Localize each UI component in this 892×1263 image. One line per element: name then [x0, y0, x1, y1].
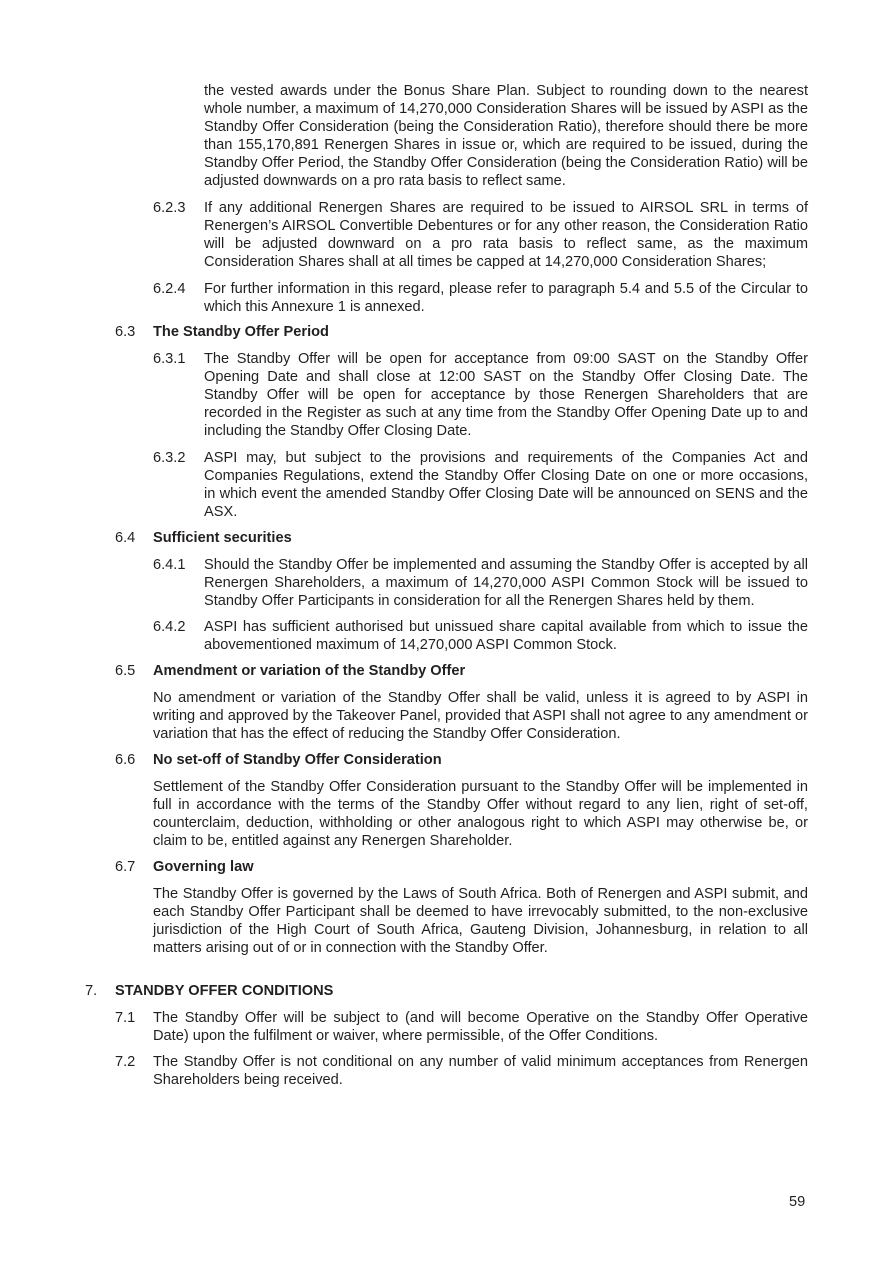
paragraph-6-2-4: For further information in this regard, please refer to paragraph 5.4 and 5.5 of the Circular to which this Annexure 1 is annexed. [204, 281, 808, 315]
paragraph-6-3-1: The Standby Offer will be open for acceptance from 09:00 SAST on the Standby Offer Opening Date and shall close at 12:00 SAST on the Standby Offer Closing Date. The Standby Offer will be open for acceptance by those Renergen Shareholders that are recorded in the Register as such at any time from the Standby Offer Opening Date up to and including the Standby Offer Closing Date. [204, 351, 808, 439]
section-heading-6-7: Governing law [153, 859, 254, 875]
paragraph-6-2-3: If any additional Renergen Shares are required to be issued to AIRSOL SRL in terms of Renergen’s AIRSOL Convertible Debentures or for any other reason, the Consideration Ratio will be adjusted downward on a pro rata basis to reflect same, as the maximum Consideration Shares shall at all times be capped at 14,270,000 Consideration Shares; [204, 200, 808, 270]
paragraph-6-3-2: ASPI may, but subject to the provisions and requirements of the Companies Act and Companies Regulations, extend the Standby Offer Closing Date on one or more occasions, in which event the amended Standby Offer Closing Date will be announced on SENS and the ASX. [204, 450, 808, 520]
paragraph-7-1: The Standby Offer will be subject to (and will become Operative on the Standby Offer Operative Date) upon the fulfilment or waiver, where permissible, of the Offer Conditions. [153, 1010, 808, 1044]
paragraph-number-6-3-2: 6.3.2 [153, 450, 186, 466]
paragraph-7-2: The Standby Offer is not conditional on any number of valid minimum acceptances from Renergen Shareholders being received. [153, 1054, 808, 1088]
section-number-6-7: 6.7 [115, 859, 136, 875]
section-body-6-5: No amendment or variation of the Standby Offer shall be valid, unless it is agreed to by ASPI in writing and approved by the Takeover Panel, provided that ASPI shall not agree to any amendment or variation that has the effect of reducing the Standby Offer Consideration. [153, 690, 808, 742]
section-heading-6-4: Sufficient securities [153, 530, 292, 546]
paragraph-number-7-1: 7.1 [115, 1010, 136, 1026]
paragraph-number-6-2-3: 6.2.3 [153, 200, 186, 216]
paragraph-6-4-1: Should the Standby Offer be implemented and assuming the Standby Offer is accepted by all Renergen Shareholders, a maximum of 14,270,000 ASPI Common Stock will be issued to Standby Offer Participants in consideration for all the Renergen Shares held by them. [204, 557, 808, 609]
section-number-6-6: 6.6 [115, 752, 136, 768]
paragraph-number-7-2: 7.2 [115, 1054, 136, 1070]
section-number-7: 7. [85, 983, 98, 999]
section-number-6-4: 6.4 [115, 530, 136, 546]
section-number-6-5: 6.5 [115, 663, 136, 679]
paragraph-number-6-4-1: 6.4.1 [153, 557, 186, 573]
page-number: 59 [789, 1194, 806, 1210]
paragraph-6-4-2: ASPI has sufficient authorised but unissued share capital available from which to issue the abovementioned maximum of 14,270,000 ASPI Common Stock. [204, 619, 808, 653]
continuation-paragraph: the vested awards under the Bonus Share Plan. Subject to rounding down to the nearest whole number, a maximum of 14,270,000 Consideration Shares will be issued by ASPI as the Standby Offer Consideration (being the Consideration Ratio), therefore should there be more than 155,170,891 Renergen Shares in issue or, which are required to be issued, during the Standby Offer Period, the Standby Offer Consideration (being the Consideration Ratio) will be adjusted downwards on a pro rata basis to reflect same. [204, 83, 808, 189]
section-heading-7: STANDBY OFFER CONDITIONS [115, 983, 334, 999]
section-number-6-3: 6.3 [115, 324, 136, 340]
section-body-6-6: Settlement of the Standby Offer Consideration pursuant to the Standby Offer will be implemented in full in accordance with the terms of the Standby Offer without regard to any lien, right of set-off, counterclaim, deduction, withholding or other analogous right to which ASPI may otherwise be, or claim to be, entitled against any Renergen Shareholder. [153, 779, 808, 849]
section-body-6-7: The Standby Offer is governed by the Laws of South Africa. Both of Renergen and ASPI submit, and each Standby Offer Participant shall be deemed to have irrevocably submitted, to the non-exclusive jurisdiction of the High Court of South Africa, Gauteng Division, Johannesburg, in relation to all matters arising out of or in connection with the Standby Offer. [153, 886, 808, 956]
paragraph-number-6-4-2: 6.4.2 [153, 619, 186, 635]
paragraph-number-6-2-4: 6.2.4 [153, 281, 186, 297]
section-heading-6-5: Amendment or variation of the Standby Offer [153, 663, 466, 679]
paragraph-number-6-3-1: 6.3.1 [153, 351, 186, 367]
section-heading-6-3: The Standby Offer Period [153, 324, 329, 340]
section-heading-6-6: No set-off of Standby Offer Consideration [153, 752, 442, 768]
